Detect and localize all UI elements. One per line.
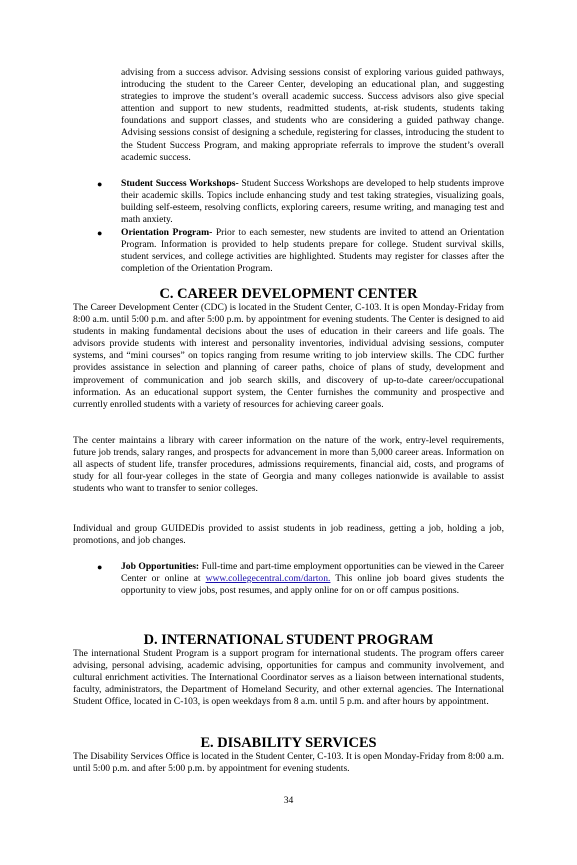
bullet-text: Prior to each semester, new students are invited to attend an Orientation Program. Information is provided to help students prepare for college. Student survival skills, student services, and college activities are highlighted. Students may register for classes after the completion of the Orientation Program.: [121, 227, 504, 275]
collegecentral-link[interactable]: www.collegecentral.com/darton.: [205, 573, 331, 585]
international-p1-text: The international Student Program is a support program for international students. The program offers career advising, personal advising, academic advising, opportunities for campus and community involvement, and cultural enrichment activities. The International Coordinator serves as a liaison between international students, faculty, administrators, the Department of Homeland Security, and other external agencies. The International Student Office, located in C-103, is open weekdays from 8 a.m. until 5 p.m. and after hours by appointment.: [73, 648, 504, 708]
disability-p1-text: The Disability Services Office is located in the Student Center, C-103. It is open Monday-Friday from 8:00 a.m. until 5:00 p.m. and after 5:00 p.m. by appointment for evening students.: [73, 751, 504, 775]
bullet-icon: ●: [97, 228, 103, 238]
bullet-title: Orientation Program-: [121, 227, 213, 238]
career-p3-text: Individual and group GUIDEDis provided to assist students in job readiness, getting a job, holding a job, promotions, and job changes.: [73, 523, 504, 547]
career-paragraph-3: [73, 523, 504, 547]
career-p2-text: The center maintains a library with career information on the nature of the work, entry-level requirements, future job trends, salary ranges, and prospects for advancement in more than 5,000 career areas. Information on all aspects of student life, transfer procedures, admissions requirements, financial aid, costs, and programs of study for all four-year colleges in the state of Georgia and many colleges nationwide is available to assist students who want to transfer to senior colleges.: [73, 435, 504, 495]
bullet-text: Full-time and part-time employment opportunities can be viewed in the Career Center or online at: [121, 561, 504, 585]
bullet-job-opportunities: [97, 561, 504, 597]
bullet-text: Student Success Workshops are developed to help students improve their academic skills. Topics include enhancing study and test taking strategies, visualizing goals, building self-esteem, resolving conflicts, exploring careers, resume writing, and managing test and math anxiety.: [121, 178, 504, 226]
international-paragraph: [73, 648, 504, 708]
bullet-title: Student Success Workshops-: [121, 178, 239, 189]
bullet-text-continued: This online job board gives students the opportunity to view jobs, post resumes, and apply online for on or off campus positions.: [121, 573, 504, 597]
bullet-title: Job Opportunities:: [121, 561, 200, 572]
disability-heading: E. DISABILITY SERVICES: [200, 735, 377, 751]
disability-paragraph: [73, 751, 504, 775]
bullet-icon: ●: [97, 179, 103, 189]
bullet-student-success-workshops: [97, 178, 504, 226]
page-number: 34: [283, 795, 294, 806]
career-paragraph-1: [73, 302, 504, 411]
career-heading: C. CAREER DEVELOPMENT CENTER: [159, 286, 418, 302]
bullet-orientation-program: [97, 227, 504, 275]
career-p1-text: The Career Development Center (CDC) is located in the Student Center, C-103. It is open Monday-Friday from 8:00 a.m. until 5:00 p.m. and after 5:00 p.m. by appointment for evening students. The Center is designed to aid students in making fundamental decisions about the uses of education in their careers and life goals. The advisors provide students with interest and personality inventories, individual advising sessions, computer systems, and “mini courses” on topics ranging from resume writing to job interview skills. The CDC further provides assistance in selection and planning of career paths, choice of plans of study, development and improvement of communication and job search skills, and discovery of up-to-date career/occupational information. As an educational support system, the Center furnishes the community and prospective and currently enrolled students with a variety of resources for achieving career goals.: [73, 302, 504, 410]
bullet-icon: ●: [97, 562, 103, 572]
continuation-text: advising from a success advisor. Advising sessions consist of exploring various guided pathways, introducing the student to the Career Center, developing an educational plan, and suggesting strategies to improve the student’s overall academic success. Success advisors also give special attention and support to new students, readmitted students, at-risk students, students taking foundations and support classes, and students who are considering a guided pathway change. Advising sessions consist of designing a schedule, registering for classes, introducing the student to the Student Success Program, and making appropriate referrals to improve the student’s overall academic success.: [121, 67, 504, 163]
international-heading: D. INTERNATIONAL STUDENT PROGRAM: [143, 632, 434, 648]
advising-continuation-paragraph: [121, 67, 504, 164]
career-paragraph-2: [73, 435, 504, 495]
